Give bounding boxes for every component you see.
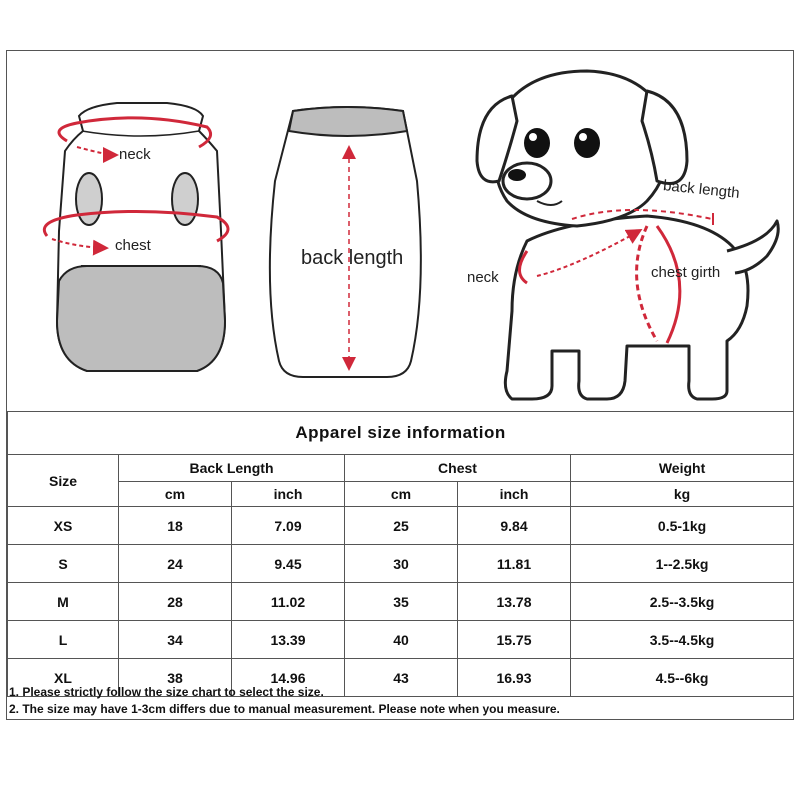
back-length-inch-cell: 9.45 [232, 545, 345, 583]
shirt-chest-label: chest [115, 237, 151, 254]
table-title-row [8, 412, 794, 455]
chest-inch-cell: 13.78 [458, 583, 571, 621]
size-cell: L [8, 621, 119, 659]
table-row [8, 621, 794, 659]
weight-cell: 1--2.5kg [571, 545, 794, 583]
size-table-wrap [7, 411, 793, 697]
chest-cm-cell: 40 [345, 621, 458, 659]
dog-back-length-label: back length [662, 177, 741, 202]
size-cell: M [8, 583, 119, 621]
size-chart-frame [6, 50, 794, 720]
back-length-cm-cell: 18 [119, 507, 232, 545]
chest-inch-cell: 11.81 [458, 545, 571, 583]
size-header: Size [8, 455, 119, 507]
chest-inch-cell: 16.93 [458, 659, 571, 697]
table-row [8, 583, 794, 621]
unit-header-row [8, 482, 794, 507]
dog-neck-label: neck [467, 269, 499, 286]
dog-drawing [477, 71, 778, 399]
shirt-neck-label: neck [119, 146, 151, 163]
size-cell: S [8, 545, 119, 583]
table-row [8, 507, 794, 545]
back-length-cm-cell: 28 [119, 583, 232, 621]
weight-cell: 2.5--3.5kg [571, 583, 794, 621]
chest-cm-cell: 30 [345, 545, 458, 583]
back-length-cm-cell: 34 [119, 621, 232, 659]
chest-cm-cell: 25 [345, 507, 458, 545]
back-length-cm-cell: 38 [119, 659, 232, 697]
back-length-inch-cell: 14.96 [232, 659, 345, 697]
chest-cm-cell: 35 [345, 583, 458, 621]
back-length-cm-cell: 24 [119, 545, 232, 583]
chest-header: Chest [345, 455, 571, 482]
unit-header: cm [119, 482, 232, 507]
note-item: 1. Please strictly follow the size chart to select the size. [9, 685, 324, 699]
back-length-header: Back Length [119, 455, 345, 482]
illustration-area [7, 51, 793, 411]
notes [7, 684, 795, 718]
back-length-inch-cell: 13.39 [232, 621, 345, 659]
table-row [8, 545, 794, 583]
weight-header: Weight [571, 455, 794, 482]
table-title: Apparel size information [8, 412, 794, 455]
unit-header: kg [571, 482, 794, 507]
unit-header: cm [345, 482, 458, 507]
unit-header: inch [458, 482, 571, 507]
weight-cell: 0.5-1kg [571, 507, 794, 545]
chest-inch-cell: 9.84 [458, 507, 571, 545]
size-table [7, 411, 794, 697]
group-header-row [8, 455, 794, 482]
illustration-svg [7, 51, 793, 411]
note-item: 2. The size may have 1-3cm differs due to manual measurement. Please note when you measure. [9, 702, 560, 716]
chest-cm-cell: 43 [345, 659, 458, 697]
back-length-inch-cell: 11.02 [232, 583, 345, 621]
size-cell: XL [8, 659, 119, 697]
unit-header: inch [232, 482, 345, 507]
shirt-back-length-label: back length [301, 247, 404, 269]
shirt-back-drawing [270, 107, 421, 377]
weight-cell: 4.5--6kg [571, 659, 794, 697]
chest-inch-cell: 15.75 [458, 621, 571, 659]
weight-cell: 3.5--4.5kg [571, 621, 794, 659]
size-cell: XS [8, 507, 119, 545]
back-length-inch-cell: 7.09 [232, 507, 345, 545]
dog-chest-girth-label: chest girth [651, 264, 721, 281]
